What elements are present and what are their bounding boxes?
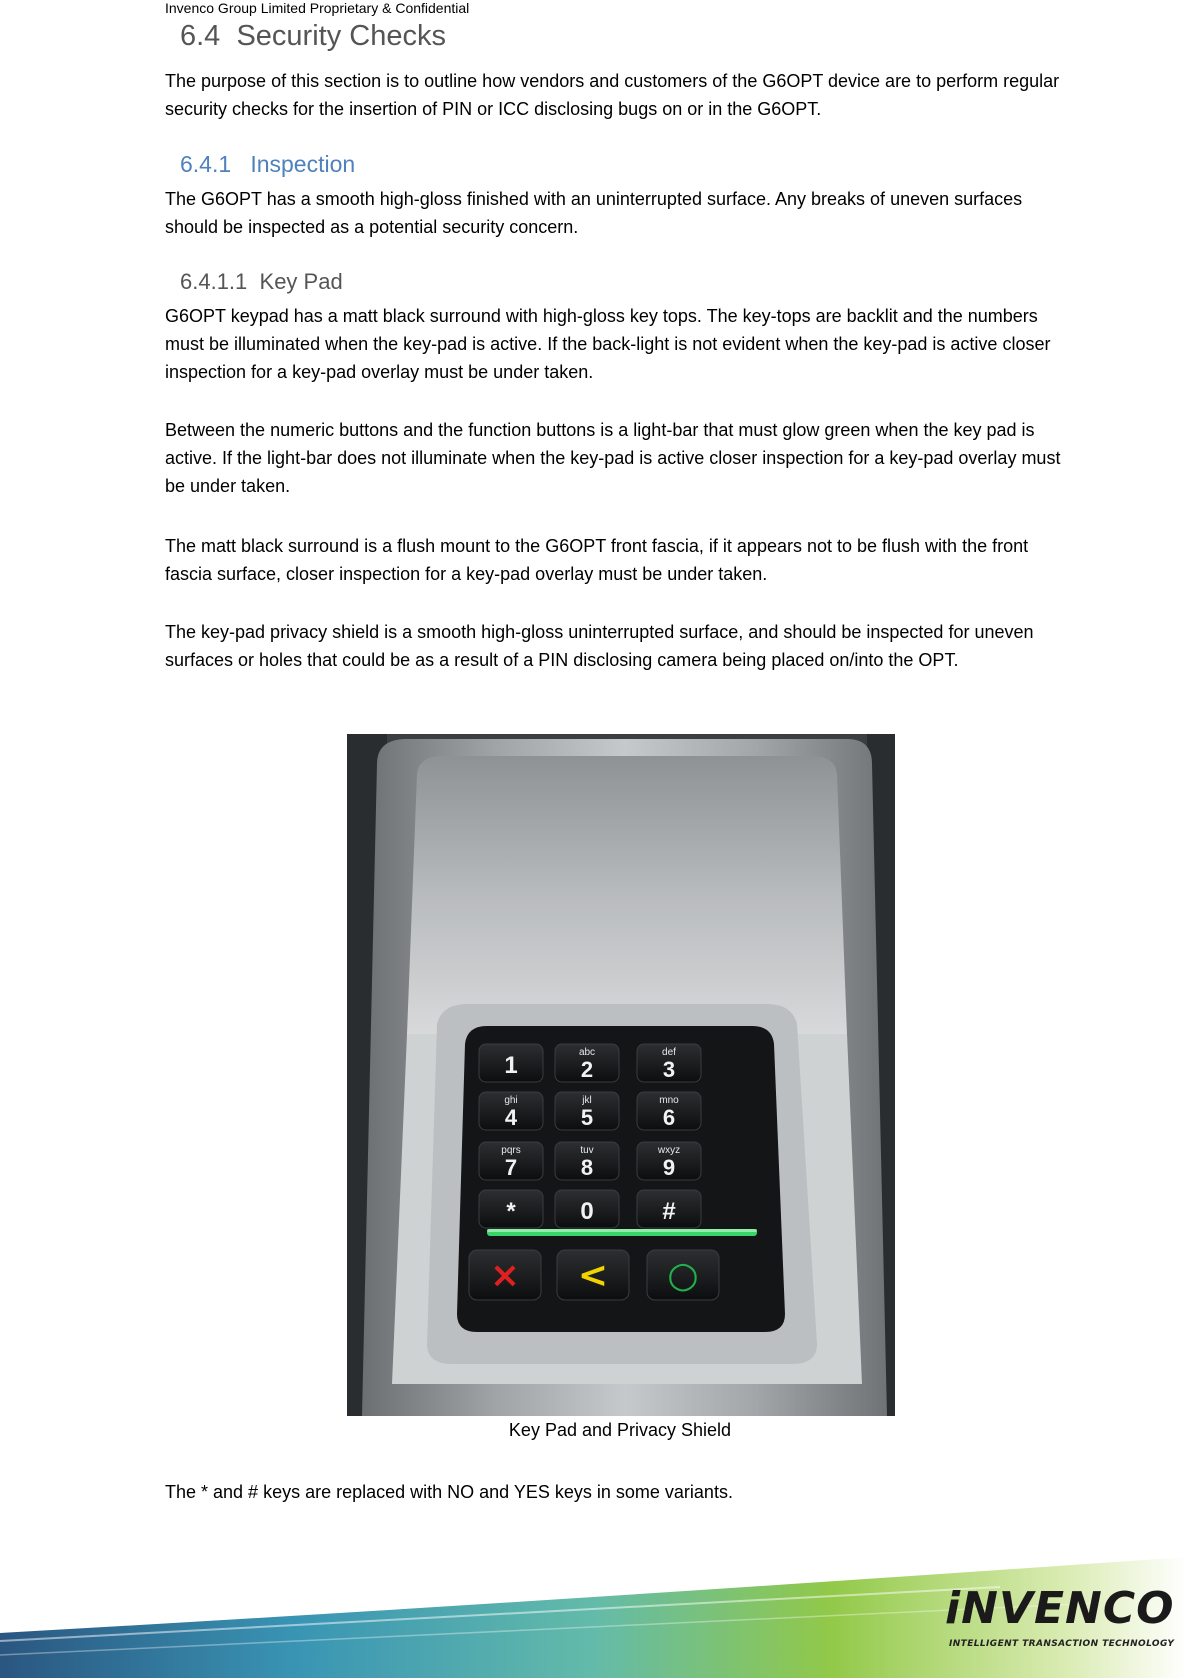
key-letters: wxyz (657, 1145, 681, 1156)
keypad-key (637, 1142, 701, 1180)
function-key-symbol: < (577, 1255, 609, 1296)
keypad-paragraph: The key-pad privacy shield is a smooth high-gloss uninterrupted surface, and should be inspected for uneven surfaces or holes that could be as a result of a PIN disclosing camera being placed on/into the OPT. (165, 622, 1034, 670)
keypad-key (479, 1092, 543, 1130)
key-digit: 2 (580, 1057, 594, 1082)
cancel-key (469, 1250, 541, 1300)
keypad-paragraph: Between the numeric buttons and the function buttons is a light-bar that must glow green when the key pad is active. If the light-bar does not illuminate when the key-pad is active closer inspection for a key-pad overlay must be under taken. (165, 420, 1061, 496)
section-title: Security Checks (236, 20, 446, 52)
confidential-note: Invenco Group Limited Proprietary & Confidential (165, 0, 470, 16)
keypad-key (637, 1092, 701, 1130)
function-key-symbol: ○ (667, 1255, 699, 1296)
keypad-key (479, 1190, 543, 1228)
inspection-text: The G6OPT has a smooth high-gloss finished with an uninterrupted surface. Any breaks of uneven surfaces should be inspected as a potential security concern. (165, 189, 1023, 237)
keypad-paragraph: G6OPT keypad has a matt black surround with high-gloss key tops. The key-tops are backlit and the numbers must be illuminated when the key-pad is active. If the back-light is not evident when the key-pad is active closer inspection for a key-pad overlay must be under taken. (165, 306, 1051, 382)
key-digit: 4 (504, 1105, 518, 1130)
key-letters: abc (578, 1047, 596, 1058)
key-letters: jkl (582, 1095, 592, 1106)
key-digit: 7 (504, 1155, 518, 1180)
logo-wordmark: iNVENCO (945, 1583, 1175, 1634)
keypad-key (555, 1092, 619, 1130)
key-letters: def (662, 1047, 676, 1058)
section-number: 6.4 (180, 20, 221, 52)
invenco-logo (945, 1583, 1185, 1663)
keypad-key (479, 1142, 543, 1180)
key-letters: tuv (580, 1145, 594, 1156)
key-digit: 0 (580, 1198, 594, 1225)
keypad-key (637, 1044, 701, 1082)
key-digit: 6 (662, 1105, 676, 1130)
clear-key (557, 1250, 629, 1300)
inspection-number: 6.4.1 (180, 151, 232, 177)
section-heading (180, 20, 446, 53)
inspection-title: Inspection (250, 151, 356, 177)
key-digit: 1 (504, 1052, 518, 1079)
keypad-illustration (347, 734, 895, 1416)
variants-note: The * and # keys are replaced with NO and YES keys in some variants. (165, 1482, 733, 1502)
key-digit: # (662, 1198, 676, 1225)
figure-caption: Key Pad and Privacy Shield (508, 1420, 732, 1440)
keypad-key (479, 1044, 543, 1082)
logo-tagline: INTELLIGENT TRANSACTION TECHNOLOGY (949, 1639, 1175, 1649)
keypad-key (555, 1142, 619, 1180)
key-digit: 5 (580, 1105, 594, 1130)
keypad-key (555, 1190, 619, 1228)
key-digit: * (506, 1198, 516, 1225)
key-letters: pqrs (501, 1145, 521, 1156)
key-letters: ghi (504, 1095, 518, 1106)
enter-key (647, 1250, 719, 1300)
keypad-heading (180, 269, 343, 295)
keypad-title: Key Pad (259, 269, 343, 294)
function-key-symbol: × (489, 1255, 521, 1296)
key-digit: 9 (662, 1155, 676, 1180)
keypad-key (637, 1190, 701, 1228)
key-letters: mno (659, 1095, 679, 1106)
keypad-photo (347, 734, 895, 1416)
inspection-heading (180, 151, 355, 178)
keypad-paragraph: The matt black surround is a flush mount to the G6OPT front fascia, if it appears not to be flush with the front fascia surface, closer inspection for a key-pad overlay must be under taken. (165, 536, 1029, 584)
keypad-number: 6.4.1.1 (180, 269, 248, 294)
section-intro: The purpose of this section is to outline how vendors and customers of the G6OPT device are to perform regular security checks for the insertion of PIN or ICC disclosing bugs on or in the G6OPT. (165, 71, 1060, 119)
key-digit: 8 (580, 1155, 594, 1180)
keypad-key (555, 1044, 619, 1082)
key-digit: 3 (662, 1057, 676, 1082)
